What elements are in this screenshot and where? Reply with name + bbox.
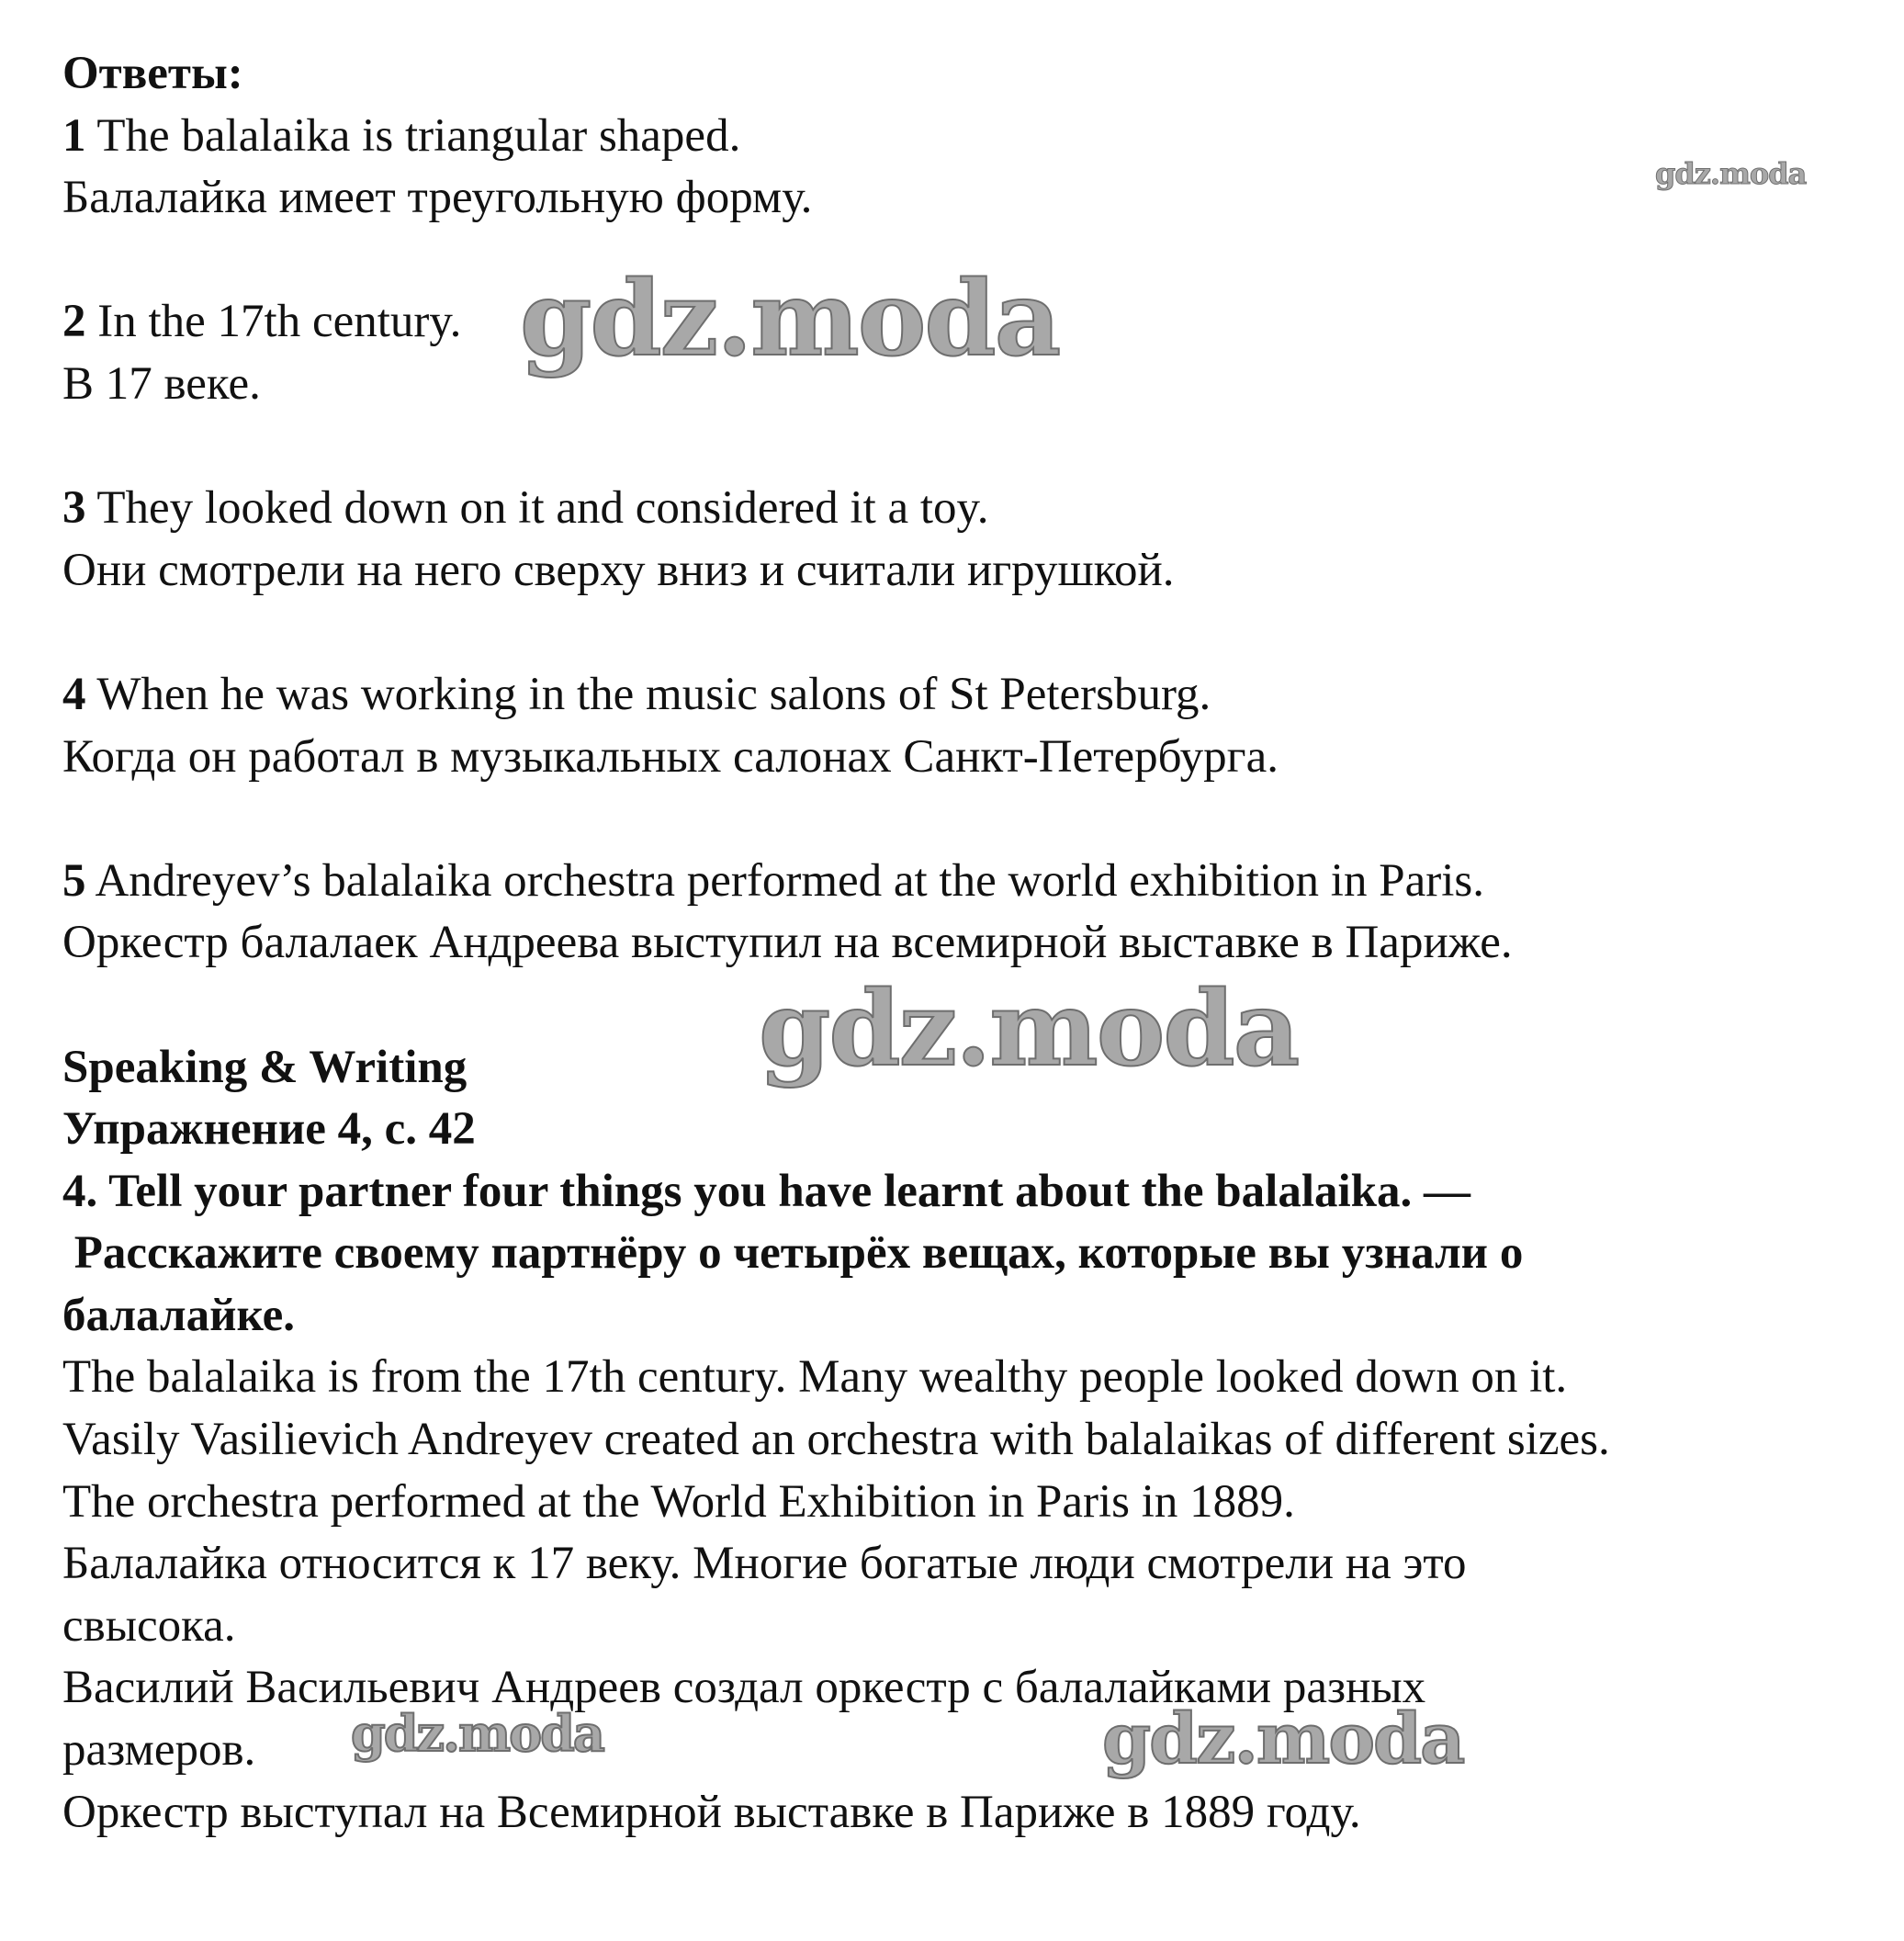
body-line: свысока.: [62, 1599, 236, 1652]
exercise-title: Упражнение 4, с. 42: [62, 1103, 476, 1156]
answer-ru: Они смотрели на него сверху вниз и считали игрушкой.: [62, 544, 1175, 596]
task-line: балалайке.: [62, 1289, 296, 1341]
watermark: gdz.moda: [1655, 156, 1807, 191]
answer-ru: Когда он работал в музыкальных салонах Санкт-Петербурга.: [62, 730, 1279, 783]
watermark: gdz.moda: [759, 969, 1299, 1089]
watermark: gdz.moda: [520, 259, 1060, 379]
body-line: The orchestra performed at the World Exhibition in Paris in 1889.: [62, 1475, 1295, 1528]
answer-ru: В 17 веке.: [62, 357, 261, 410]
watermark: gdz.moda: [1102, 1698, 1464, 1779]
body-line: Балалайка относится к 17 веку. Многие богатые люди смотрели на это: [62, 1538, 1467, 1590]
body-line: The balalaika is from the 17th century. Many wealthy people looked down on it.: [62, 1351, 1568, 1404]
body-line: Vasily Vasilievich Andreyev created an orchestra with balalaikas of different sizes.: [62, 1414, 1610, 1466]
answers-heading: Ответы:: [62, 48, 243, 99]
answer-number: 5: [62, 854, 86, 907]
answer-en: When he was working in the music salons of St Petersburg.: [96, 668, 1211, 720]
body-line: Василий Васильевич Андреев создал оркестр с балалайками разных: [62, 1662, 1426, 1714]
section-title: Speaking & Writing: [62, 1041, 468, 1093]
answer-number: 1: [62, 109, 86, 162]
answer-number: 4: [62, 668, 86, 720]
answer-en: In the 17th century.: [97, 296, 462, 348]
task-line: 4. Tell your partner four things you have learnt about the balalaika. —: [62, 1165, 1471, 1217]
answer-ru: Балалайка имеет треугольную форму.: [62, 172, 813, 224]
answer-en: They looked down on it and considered it a toy.: [96, 482, 989, 535]
answer-ru: Оркестр балалаек Андреева выступил на всемирной выставке в Париже.: [62, 917, 1513, 969]
watermark: gdz.moda: [351, 1704, 603, 1763]
body-line: Оркестр выступал на Всемирной выставке в Париже в 1889 году.: [62, 1786, 1361, 1838]
answer-en: Andreyev’s balalaika orchestra performed at the world exhibition in Paris.: [95, 854, 1484, 907]
answer-4: [62, 664, 1886, 851]
answer-number: 3: [62, 482, 86, 535]
answer-number: 2: [62, 296, 86, 348]
body-line: размеров.: [62, 1724, 256, 1777]
answer-en: The balalaika is triangular shaped.: [96, 109, 741, 162]
answer-3: [62, 478, 1886, 664]
task-line: Расскажите своему партнёру о четырёх вещах, которые вы узнали о: [62, 1227, 1524, 1280]
